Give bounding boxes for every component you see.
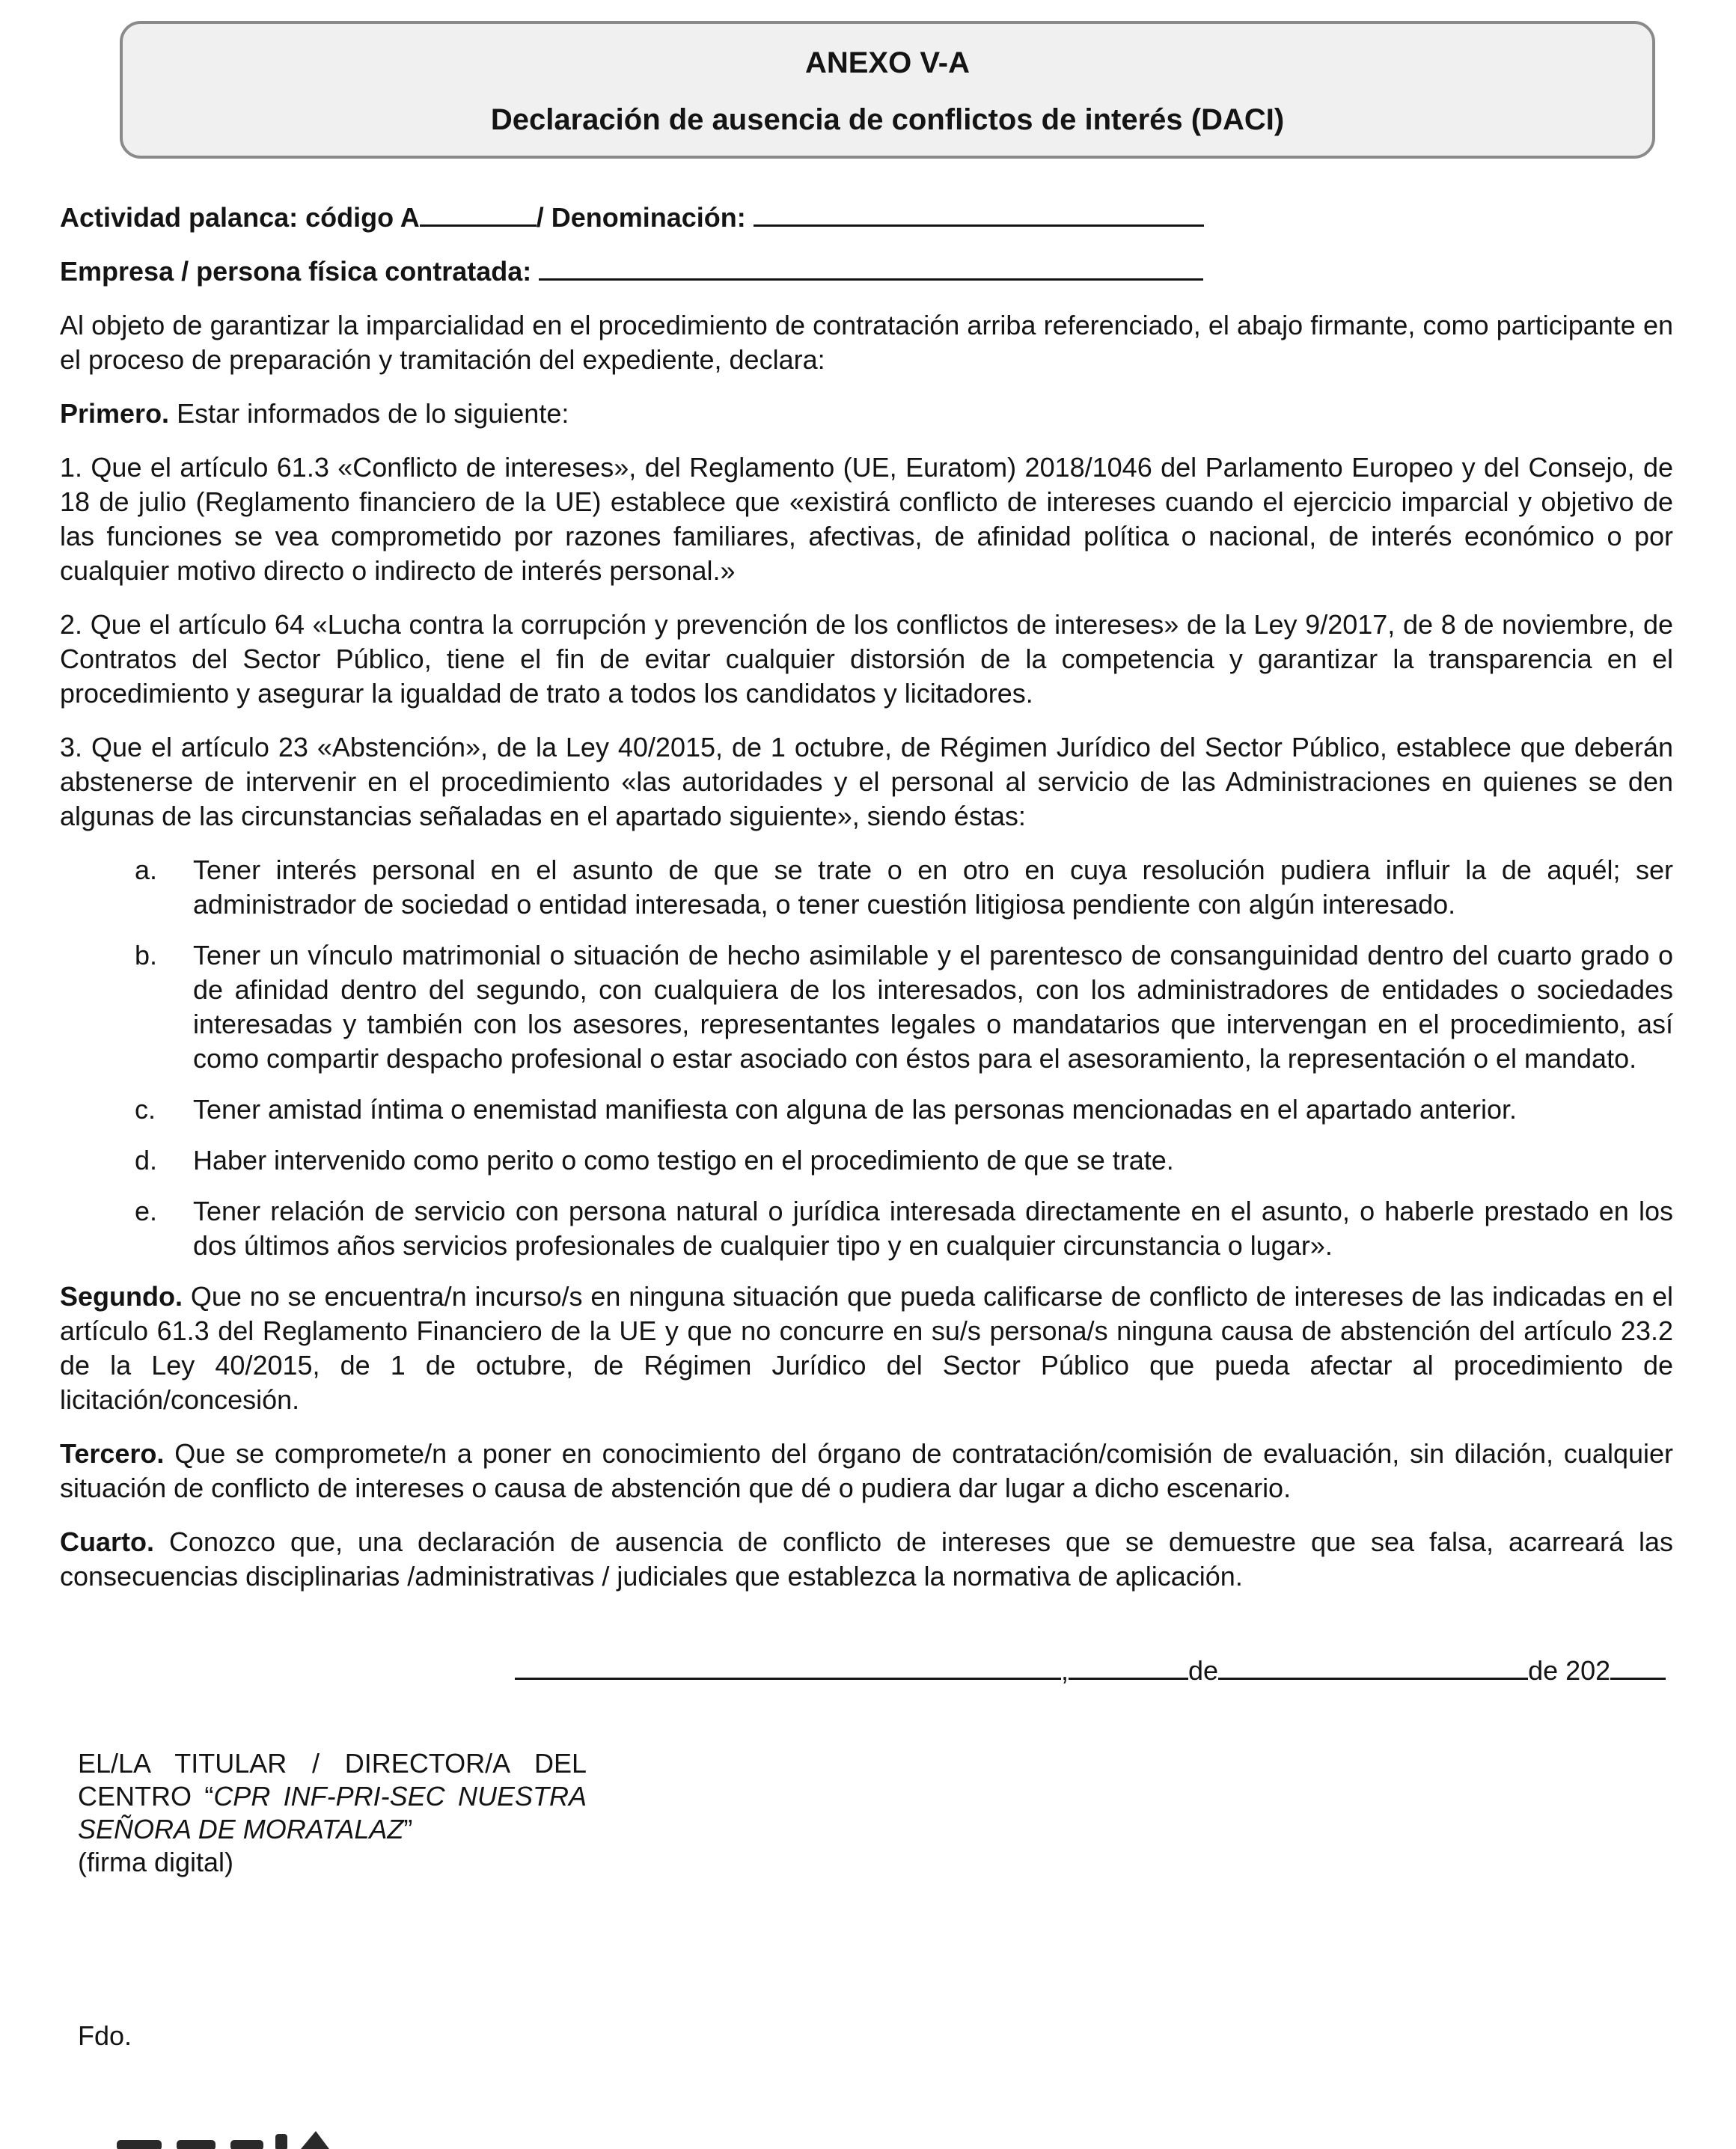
signature-label: Fdo. — [78, 2020, 132, 2051]
digital-signature-note: (firma digital) — [78, 1847, 234, 1877]
list-item: d. Haber intervenido como perito o como testigo en el procedimiento de que se trate. — [135, 1145, 1174, 1176]
point-3: 3. Que el artículo 23 «Abstención», de la Ley 40/2015, de 1 octubre, de Régimen Jurídico del Sector Público, establece que deberán abstenerse de intervenir en el procedimiento «las autoridades y el personal al servicio de las Administraciones en quienes se den algunas de las circunstancias señaladas en el apartado siguiente», siendo éstas: — [60, 732, 1673, 831]
annex-title: ANEXO V-A — [804, 46, 971, 79]
signer-block: EL/LA TITULAR / DIRECTOR/A DEL CENTRO “CPR INF-PRI-SEC NUESTRA SEÑORA DE MORATALAZ” (firma digital) — [78, 1748, 587, 1877]
segundo-paragraph: Segundo. Que no se encuentra/n incurso/s en ninguna situación que pueda calificarse de conflicto de intereses de las indicadas en el artículo 61.3 del Reglamento Financiero de la UE y que no concurre en su/s persona/s ninguna causa de abstención del artículo 23.2 de la Ley 40/2015, de 1 de octubre, de Régimen Jurídico del Sector Público que pueda afectar al procedimiento de licitación/concesión. — [60, 1281, 1673, 1415]
circumstances-list — [60, 853, 1673, 1263]
annex-header-box — [120, 21, 1655, 159]
activity-code-blank[interactable] — [420, 199, 537, 227]
document-title: Declaración de ausencia de conflictos de interés (DACI) — [490, 103, 1285, 136]
company-label: Empresa / persona física contratada: — [60, 256, 532, 287]
tercero-paragraph: Tercero. Que se compromete/n a poner en conocimiento del órgano de contratación/comisión de evaluación, sin dilación, cualquier situación de conflicto de intereses o causa de abstención que dé o pudiera dar lugar a dicho escenario. — [60, 1438, 1673, 1503]
date-de-1: de — [1188, 1655, 1219, 1686]
month-blank[interactable] — [1218, 1648, 1528, 1680]
point-2: 2. Que el artículo 64 «Lucha contra la corrupción y prevención de los conflictos de intereses» de la Ley 9/2017, de 8 de noviembre, de Contratos del Sector Público, tiene el fin de evitar cualquier distorsión de la competencia y garantizar la transparencia en el procedimiento y asegurar la igualdad de trato a todos los candidatos y licitadores. — [60, 609, 1673, 709]
denomination-blank[interactable] — [754, 199, 1204, 227]
list-item: c. Tener amistad íntima o enemistad manifiesta con alguna de las personas mencionadas en el apartado anterior. — [135, 1094, 1518, 1125]
segundo-label: Segundo. — [60, 1281, 183, 1312]
list-item: e. Tener relación de servicio con persona natural o jurídica interesada directamente en el asunto, o haberle prestado en los dos últimos años servicios profesionales de cualquier tipo y en cualquier circunstancia o lugar». — [135, 1196, 1673, 1261]
day-blank[interactable] — [1069, 1648, 1188, 1680]
date-comma: , — [1061, 1655, 1069, 1686]
denomination-label: / Denominación: — [536, 202, 746, 233]
point-1: 1. Que el artículo 61.3 «Conflicto de intereses», del Reglamento (UE, Euratom) 2018/1046 del Parlamento Europeo y del Consejo, de 18 de julio (Reglamento financiero de la UE) establece que «existirá conflicto de intereses cuando el ejercicio imparcial y objetivo de las funciones se vea comprometido por razones familiares, afectivas, de afinidad política o nacional, de interés económico o por cualquier motivo directo o indirecto de interés personal.» — [60, 452, 1673, 586]
cuarto-paragraph: Cuarto. Conozco que, una declaración de ausencia de conflicto de intereses que se demuestre que sea falsa, acarreará las consecuencias disciplinarias /administrativas / judiciales que establezca la normativa de aplicación. — [60, 1526, 1673, 1592]
list-item: b. Tener un vínculo matrimonial o situación de hecho asimilable y el parentesco de consanguinidad dentro del cuarto grado o de afinidad dentro del segundo, con cualquiera de los interesados, con los administradores de entidades o sociedades interesadas y también con los asesores, representantes legales o mandatarios que intervengan en el procedimiento, así como compartir despacho profesional o estar asociado con éstos para el asesoramiento, la representación o el mandato. — [135, 940, 1673, 1074]
company-blank[interactable] — [539, 253, 1203, 281]
date-de-2: de 202 — [1528, 1655, 1611, 1686]
activity-field-row — [60, 199, 1204, 233]
declaration-body — [60, 308, 1673, 1613]
list-item: a. Tener interés personal en el asunto de que se trate o en otro en cuya resolución pudiera influir la de aquél; ser administrador de sociedad o entidad interesada, o tener cuestión litigiosa pendiente con algún interesado. — [135, 855, 1673, 920]
primero-paragraph: Primero. Estar informados de lo siguiente: — [60, 398, 569, 429]
cuarto-label: Cuarto. — [60, 1526, 154, 1557]
place-date-line — [515, 1648, 1666, 1687]
logo-fragment-icon — [105, 2127, 389, 2149]
company-field-row — [60, 253, 1203, 287]
activity-code-label: Actividad palanca: código A — [60, 202, 420, 233]
signer-role: EL/LA TITULAR / DIRECTOR/A DEL CENTRO “ — [78, 1748, 587, 1812]
center-name: CPR INF-PRI-SEC NUESTRA SEÑORA DE MORATALAZ — [78, 1781, 587, 1844]
place-blank[interactable] — [515, 1648, 1061, 1680]
year-blank[interactable] — [1610, 1648, 1666, 1680]
primero-label: Primero. — [60, 398, 170, 429]
intro-paragraph: Al objeto de garantizar la imparcialidad en el procedimiento de contratación arriba referenciado, el abajo firmante, como participante en el proceso de preparación y tramitación del expediente, declara: — [60, 310, 1673, 375]
tercero-label: Tercero. — [60, 1438, 165, 1469]
